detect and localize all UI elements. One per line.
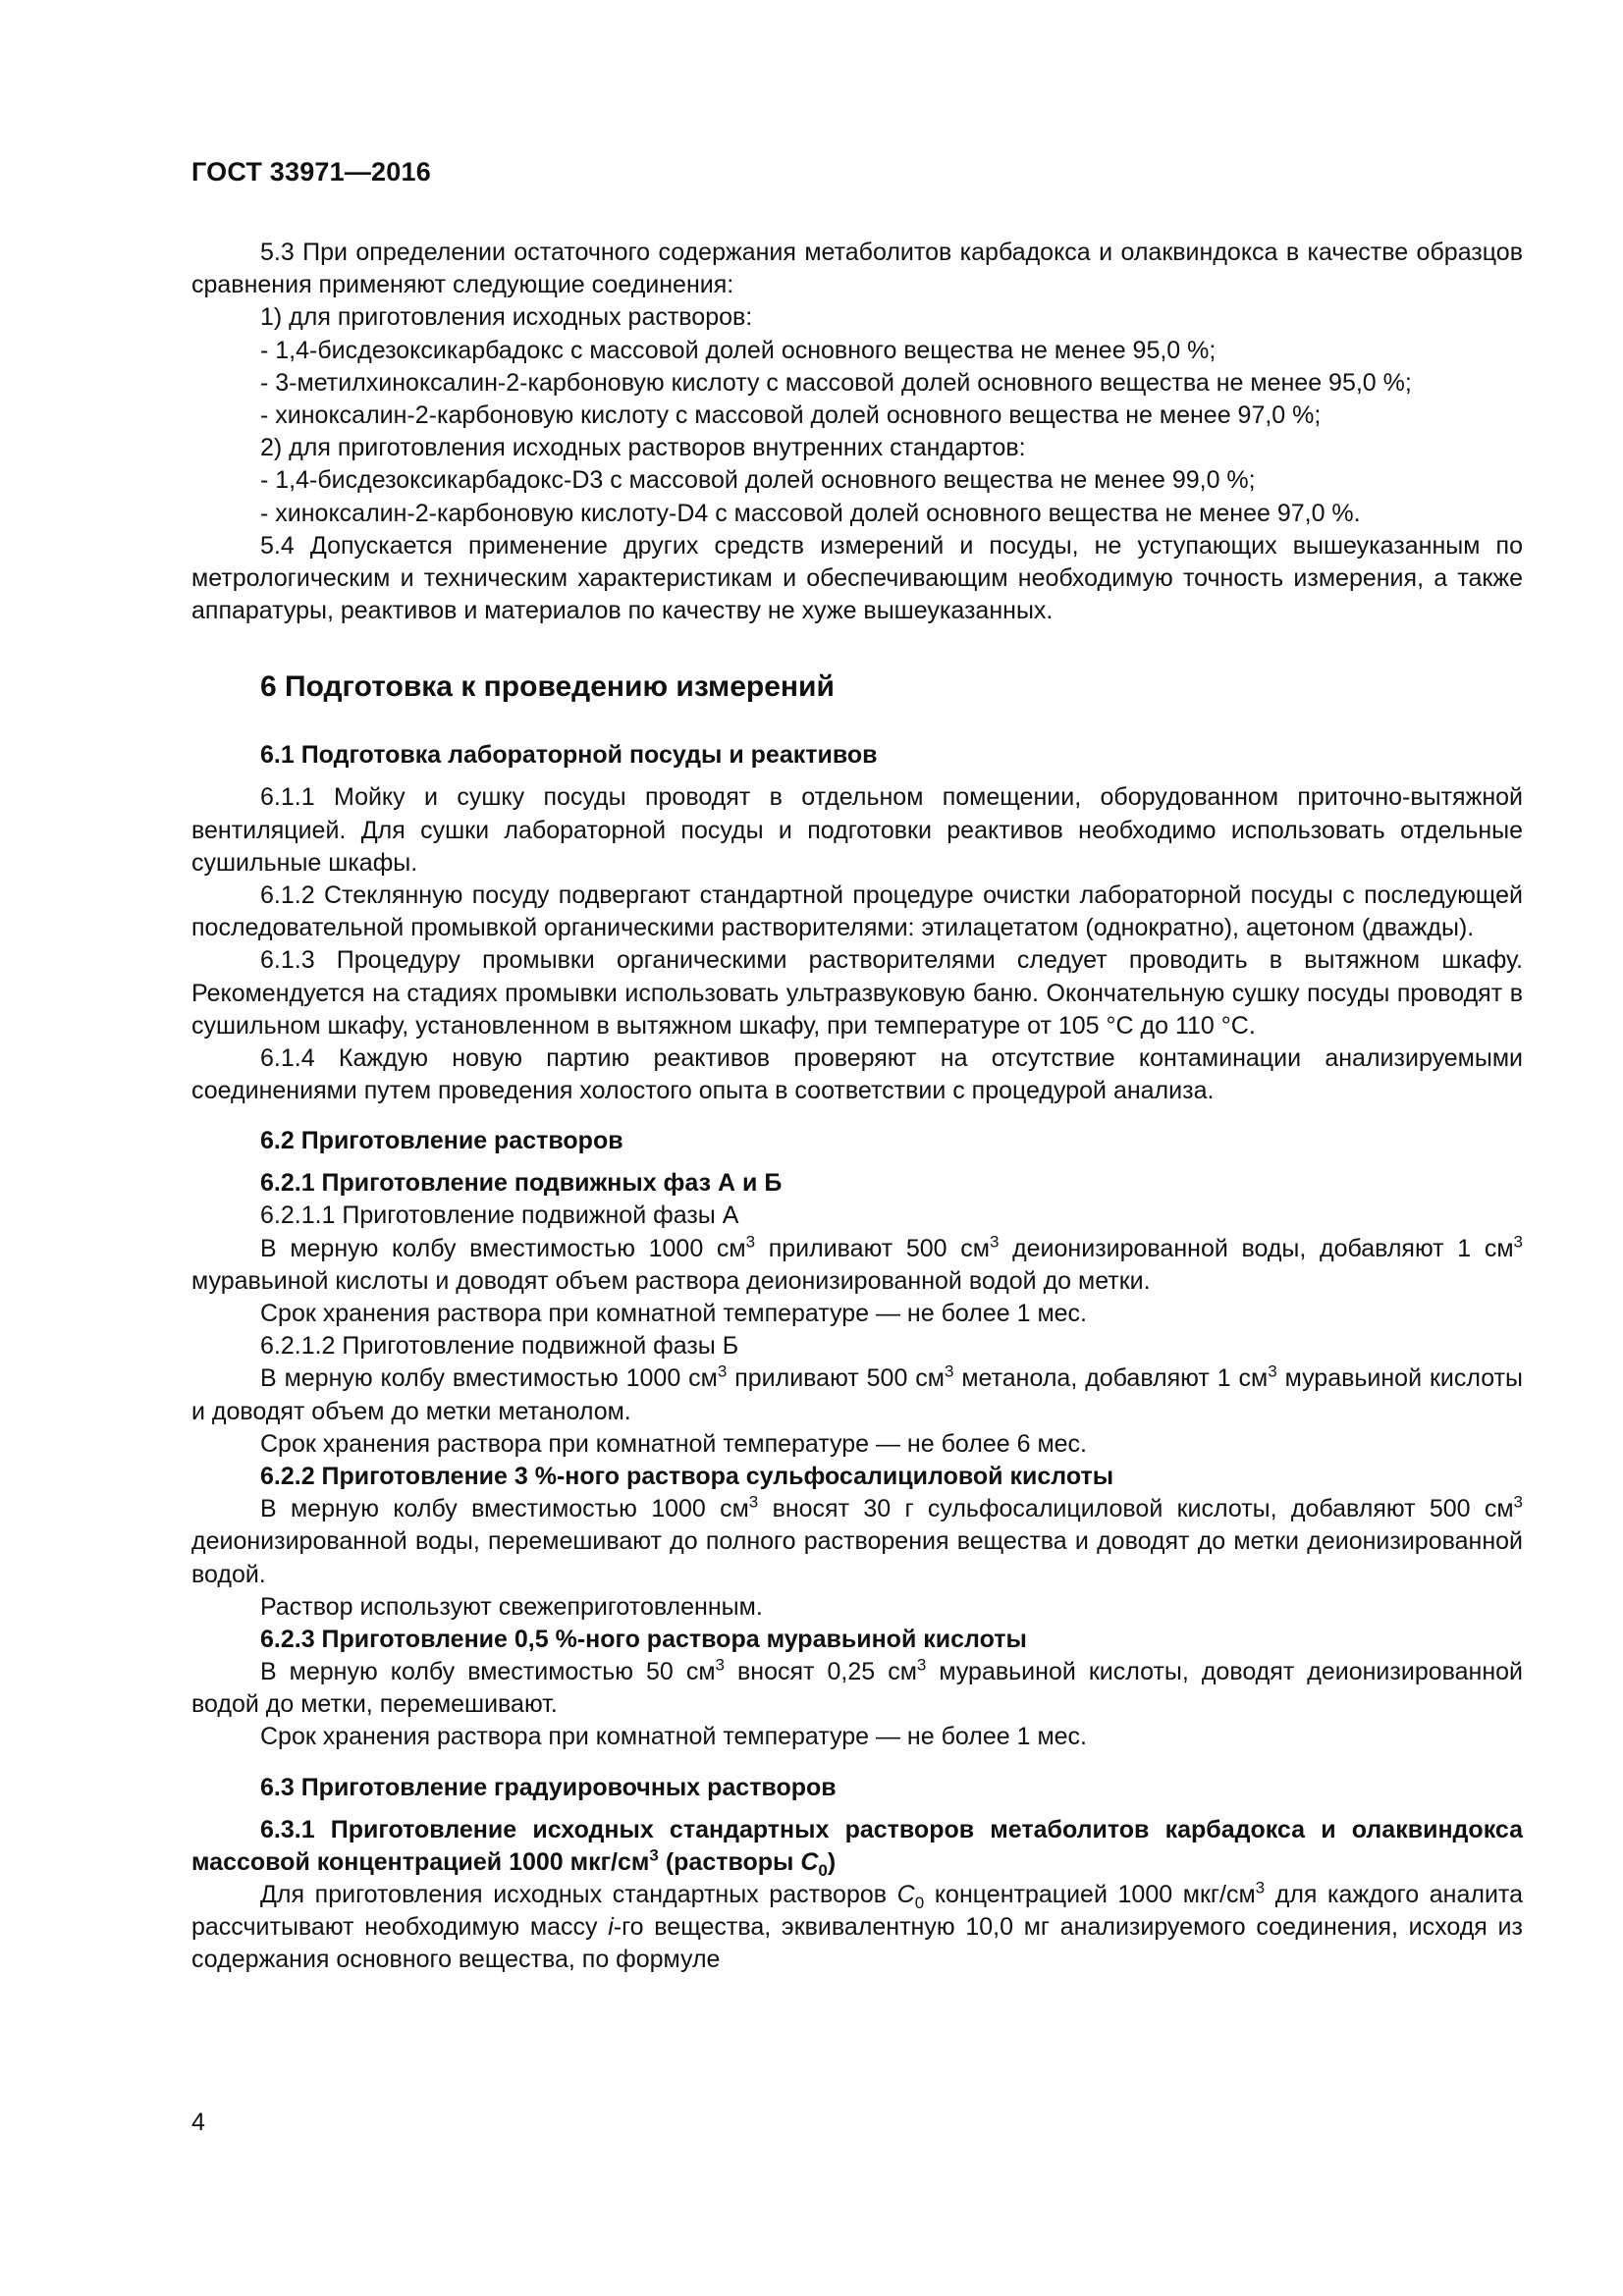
- paragraph-6-2-1-1: 6.2.1.1 Приготовление подвижной фазы А: [260, 1201, 739, 1230]
- list-item: - хиноксалин-2-карбоновую кислоту-D4 с массовой долей основного вещества не менее 97,0 %.: [260, 499, 1361, 527]
- page-number: 4: [191, 2109, 205, 2136]
- list-item: - 3-метилхиноксалин-2-карбоновую кислоту с массовой долей основного вещества не менее 95,0 %;: [260, 368, 1412, 397]
- paragraph-6-1-2: 6.1.2 Стеклянную посуду подвергают стандартной процедуре очистки лабораторной посуды с последующей последовательной промывкой органическими растворителями: этилацетатом (однократно), ацетоном (дважды).: [191, 881, 1523, 942]
- subsection-heading-6-2-1: 6.2.1 Приготовление подвижных фаз А и Б: [260, 1169, 783, 1198]
- paragraph-6-1-3: 6.1.3 Процедуру промывки органическими растворителями следует проводить в вытяжном шкафу. Рекомендуется на стадиях промывки использовать ультразвуковую баню. Окончательную сушку посуды проводят в сушильном шкафу, установленном в вытяжном шкафу, при температуре от 105 °С до 110 °С.: [191, 946, 1523, 1040]
- paragraph-6-2-3: В мерную колбу вместимостью 50 $см^3$ вносят 0,25 $см^3$ муравьиной кислоты, доводят деионизированной водой до метки, перемешивают.: [191, 1655, 1524, 1719]
- paragraph-6-2-1-2: 6.2.1.2 Приготовление подвижной фазы Б: [260, 1332, 739, 1361]
- paragraph-phase-b: В мерную колбу вместимостью 1000 $см^3$ приливают 500 $см^3$ метанола, добавляют 1 $см^3$ муравьиной кислоты и доводят объем до метки метанолом.: [191, 1362, 1524, 1425]
- subsection-heading-6-3: 6.3 Приготовление градуировочных растворов: [260, 1773, 837, 1801]
- subsection-heading-6-2-3: 6.2.3 Приготовление 0,5 %-ного раствора муравьиной кислоты: [260, 1625, 1027, 1653]
- paragraph-phase-a: В мерную колбу вместимостью 1000 $см^3$ приливают 500 $см^3$ деионизированной воды, добавляют 1 $см^3$ муравьиной кислоты и доводят объем раствора деионизированной водой до метки.: [191, 1232, 1523, 1295]
- paragraph-6-3-1: Для приготовления исходных стандартных растворов $C_0$ концентрацией 1000 мкг/$см^3$ для каждого аналита рассчитывают необходимую массу i-го вещества, эквивалентную 10,0 мг анализируемого соединения, исходя из содержания основного вещества, по формуле: [191, 1878, 1523, 1973]
- document-page: [191, 157, 1523, 1976]
- subsection-heading-6-2-2: 6.2.2 Приготовление 3 %-ного раствора сульфосалициловой кислоты: [260, 1463, 1114, 1491]
- subsection-heading-6-1: 6.1 Подготовка лабораторной посуды и реактивов: [260, 741, 878, 770]
- list-item: - 1,4-бисдезоксикарбадокс-D3 с массовой долей основного вещества не менее 99,0 %;: [260, 466, 1256, 495]
- paragraph-6-2-2: В мерную колбу вместимостью 1000 $см^3$ вносят 30 г сульфосалициловой кислоты, добавляют 500 $см^3$ деионизированной воды, перемешивают до полного растворения вещества и доводят до метки деионизированной водой.: [191, 1492, 1523, 1588]
- document-header: ГОСТ 33971—2016: [191, 157, 431, 187]
- paragraph-storage-a: Срок хранения раствора при комнатной температуре — не более 1 мес.: [260, 1300, 1087, 1328]
- list-item: 2) для приготовления исходных растворов внутренних стандартов:: [260, 434, 1026, 462]
- paragraph-storage-b: Срок хранения раствора при комнатной температуре — не более 6 мес.: [260, 1429, 1087, 1458]
- subsection-heading-6-3-1: 6.3.1 Приготовление исходных стандартных растворов метаболитов карбадокса и олаквиндокса массовой концентрацией 1000 мкг/$см^3$ (растворы $C_0$): [191, 1815, 1523, 1880]
- paragraph-6-1-4: 6.1.4 Каждую новую партию реактивов проверяют на отсутствие контаминации анализируемыми соединениями путем проведения холостого опыта в соответствии с процедурой анализа.: [191, 1044, 1523, 1105]
- paragraph-5-4: 5.4 Допускается применение других средств измерений и посуды, не уступающих вышеуказанным по метрологическим и техническим характеристикам и обеспечивающим необходимую точность измерения, а также аппаратуры, реактивов и материалов по качеству не хуже вышеуказанных.: [191, 531, 1523, 625]
- paragraph-6-1-1: 6.1.1 Мойку и сушку посуды проводят в отдельном помещении, оборудованном приточно-вытяжной вентиляцией. Для сушки лабораторной посуды и подготовки реактивов необходимо использовать отдельные сушильные шкафы.: [191, 783, 1523, 877]
- paragraph-5-3: 5.3 При определении остаточного содержания метаболитов карбадокса и олаквиндокса в качестве образцов сравнения применяют следующие соединения:: [191, 239, 1523, 299]
- list-item: - 1,4-бисдезоксикарбадокс с массовой долей основного вещества не менее 95,0 %;: [260, 336, 1217, 364]
- paragraph-storage-formic: Срок хранения раствора при комнатной температуре — не более 1 мес.: [260, 1723, 1087, 1751]
- section-heading-6: 6 Подготовка к проведению измерений: [260, 670, 835, 704]
- list-item: - хиноксалин-2-карбоновую кислоту с массовой долей основного вещества не менее 97,0 %;: [260, 401, 1322, 430]
- list-item: 1) для приготовления исходных растворов:: [260, 303, 753, 332]
- subsection-heading-6-2: 6.2 Приготовление растворов: [260, 1127, 623, 1155]
- paragraph-fresh: Раствор используют свежеприготовленным.: [260, 1592, 763, 1621]
